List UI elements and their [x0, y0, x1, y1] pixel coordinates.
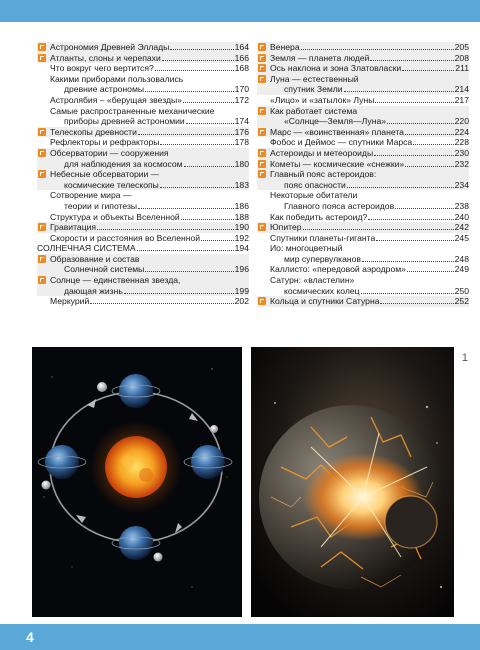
- toc-line: [270, 127, 469, 138]
- toc-line-text: Кометы — космические «снежки»: [270, 158, 405, 169]
- toc-indent: [257, 95, 270, 105]
- toc-line-text: Земля — планета людей: [270, 52, 370, 63]
- toc-entry: [257, 148, 469, 159]
- toc-line: [270, 137, 469, 148]
- toc-line: [50, 286, 249, 297]
- toc-indent: [257, 233, 270, 243]
- orange-square-icon: [257, 42, 270, 52]
- toc-line-text: Солнечной системы: [64, 264, 145, 275]
- toc-page-number: 252: [454, 296, 469, 307]
- toc-line-text: спутник Земли: [284, 84, 343, 95]
- toc-entry: [257, 233, 469, 244]
- toc-line: [50, 74, 249, 85]
- dot-leader: [186, 116, 234, 124]
- dot-leader: [376, 233, 453, 241]
- toc-indent: [37, 190, 50, 200]
- dot-leader: [413, 137, 453, 145]
- toc-line-text: Обсерватории — сооружения: [50, 147, 169, 158]
- toc-line: [270, 42, 469, 53]
- dot-leader: [162, 53, 234, 61]
- dot-leader: [375, 95, 453, 103]
- orange-square-icon: [257, 222, 270, 232]
- toc-line: [270, 63, 469, 74]
- toc-entry: [37, 169, 249, 190]
- toc-line: [50, 169, 249, 180]
- toc-entry: [257, 222, 469, 233]
- toc-page-number: 194: [234, 243, 249, 254]
- toc-line-text: Каллисто: «передовой аэродром»: [270, 264, 406, 275]
- orange-square-icon: [257, 159, 270, 169]
- toc-line-text: Астролябия – «берущая звезды»: [50, 94, 182, 105]
- toc-entry: [257, 212, 469, 223]
- toc-entry: [37, 254, 249, 275]
- toc-entry: [37, 63, 249, 74]
- toc-line: [270, 264, 469, 275]
- toc-line: [50, 148, 249, 159]
- toc-line-text: Как работает система: [270, 105, 358, 116]
- toc-page-number: 217: [454, 94, 469, 105]
- toc-line-text: Рефлекторы и рефракторы: [50, 137, 160, 148]
- toc-line-text: космические телескопы: [64, 179, 159, 190]
- toc-page-number: 248: [454, 253, 469, 264]
- orange-square-icon: [37, 254, 50, 264]
- toc-line: [50, 106, 249, 117]
- toc-entry: [257, 275, 469, 296]
- toc-line: [270, 212, 469, 223]
- orange-square-icon: [37, 169, 50, 179]
- toc-entry: [257, 74, 469, 95]
- earth-orbit-illustration: [32, 347, 242, 617]
- toc-line-text: Спутники планеты-гиганта: [270, 232, 376, 243]
- dot-leader: [362, 254, 454, 262]
- toc-line-text: Телескопы древности: [50, 126, 137, 137]
- toc-line-text: Меркурий: [50, 296, 90, 307]
- toc-line: [270, 201, 469, 212]
- top-color-band: [0, 0, 480, 22]
- dot-leader: [301, 42, 454, 50]
- toc-line: [50, 254, 249, 265]
- toc-line-text: Гравитация: [50, 222, 97, 233]
- toc-entry: [257, 42, 469, 53]
- toc-entry: [37, 127, 249, 138]
- toc-line: [270, 169, 469, 180]
- toc-page-number: 234: [454, 179, 469, 190]
- toc-line-text: для наблюдения за космосом: [64, 158, 183, 169]
- toc-entry: [257, 63, 469, 74]
- toc-page-number: 166: [234, 52, 249, 63]
- toc-line: [270, 74, 469, 85]
- toc-page-number: 224: [454, 126, 469, 137]
- dot-leader: [181, 212, 234, 220]
- toc-line: [50, 212, 249, 223]
- dot-leader: [183, 95, 234, 103]
- toc-entry: [37, 42, 249, 53]
- toc-entry: [257, 137, 469, 148]
- toc-indent: [37, 233, 50, 243]
- toc-page-number: 202: [234, 296, 249, 307]
- toc-page-number: 192: [234, 232, 249, 243]
- toc-line-text: Венера: [270, 42, 300, 52]
- toc-line-text: «Лицо» и «затылок» Луны: [270, 94, 375, 105]
- toc-line-text: Самые распространенные механические: [50, 105, 215, 116]
- toc-indent: [257, 275, 270, 285]
- toc-line: [37, 243, 249, 254]
- toc-line: [270, 180, 469, 191]
- toc-entry: [37, 296, 249, 307]
- toc-entry: [257, 190, 469, 211]
- toc-line-text: космических колец: [284, 285, 360, 296]
- orange-square-icon: [37, 148, 50, 158]
- toc-line-text: Главный пояс астероидов:: [270, 169, 377, 180]
- toc-indent: [37, 95, 50, 105]
- dot-leader: [137, 243, 234, 251]
- toc-line: [50, 222, 249, 233]
- toc-line: [50, 159, 249, 170]
- toc-entry: [37, 53, 249, 64]
- toc-line: [50, 53, 249, 64]
- toc-line: [270, 53, 469, 64]
- orange-square-icon: [257, 148, 270, 158]
- dot-leader: [160, 180, 234, 188]
- toc-entry: [257, 243, 469, 264]
- toc-entry: [257, 264, 469, 275]
- toc-indent: [257, 212, 270, 222]
- toc-line: [50, 264, 249, 275]
- toc-entry: [257, 296, 469, 307]
- dot-leader: [405, 159, 453, 167]
- toc-page-number: 242: [454, 222, 469, 233]
- toc-page-number: 183: [234, 179, 249, 190]
- orange-square-icon: [37, 42, 50, 52]
- toc-line: [50, 116, 249, 127]
- toc-line-text: Юпитер: [270, 222, 302, 233]
- toc-entry: [37, 212, 249, 223]
- orange-square-icon: [257, 63, 270, 73]
- toc-line-text: Астероиды и метеороиды: [270, 147, 374, 158]
- orange-square-icon: [37, 275, 50, 285]
- toc-page-number: 180: [234, 158, 249, 169]
- orange-square-icon: [37, 222, 50, 232]
- toc-line: [50, 137, 249, 148]
- toc-page-number: 250: [454, 285, 469, 296]
- toc-line-text: Скорости и расстояния во Вселенной: [50, 232, 201, 243]
- toc-line-text: пояс опасности: [284, 179, 346, 190]
- dot-leader: [303, 222, 454, 230]
- toc-page-number: 232: [454, 158, 469, 169]
- toc-line-text: Небесные обсерватории —: [50, 169, 160, 180]
- toc-line: [270, 222, 469, 233]
- dot-leader: [160, 137, 233, 145]
- toc-line-text: Главного пояса астероидов: [284, 200, 395, 211]
- dot-leader: [407, 264, 454, 272]
- toc-page-number: 174: [234, 116, 249, 127]
- toc-indent: [257, 243, 270, 253]
- toc-line-text: Фобос и Деймос — спутники Марса: [270, 137, 413, 148]
- toc-entry: [257, 159, 469, 170]
- dot-leader: [370, 53, 453, 61]
- toc-page-number: 238: [454, 200, 469, 211]
- toc-line: [270, 233, 469, 244]
- toc-line: [270, 116, 469, 127]
- toc-line-text: Астрономия Древней Эллады: [50, 42, 170, 52]
- orange-square-icon: [257, 127, 270, 137]
- toc-page-number: 178: [234, 137, 249, 148]
- dot-leader: [395, 201, 454, 209]
- toc-line-text: Ось наклона и зона Златовласки: [270, 63, 402, 74]
- orange-square-icon: [257, 53, 270, 63]
- toc-page-number: 190: [234, 222, 249, 233]
- corner-mark: 1: [461, 352, 468, 364]
- toc-line-text: Кольца и спутники Сатурна: [270, 296, 380, 307]
- toc-page-number: 214: [454, 84, 469, 95]
- dot-leader: [138, 127, 234, 135]
- toc-line: [270, 148, 469, 159]
- dot-leader: [155, 63, 234, 71]
- dot-leader: [90, 296, 233, 304]
- toc-indent: [37, 296, 50, 306]
- toc-indent: [257, 264, 270, 274]
- toc-line-text: Какими приборами пользовались: [50, 73, 184, 84]
- toc-line: [270, 190, 469, 201]
- toc-entry: [37, 190, 249, 211]
- toc-line: [50, 275, 249, 286]
- toc-line-text: древние астрономы: [64, 84, 145, 95]
- toc-page-number: 196: [234, 264, 249, 275]
- toc-entry: [37, 95, 249, 106]
- toc-line: [270, 275, 469, 286]
- toc-entry: [37, 74, 249, 95]
- toc-page-number: 220: [454, 116, 469, 127]
- toc-line-text: Ио: многоцветный: [270, 243, 343, 254]
- toc-indent: [257, 190, 270, 200]
- toc-page-number: 211: [455, 63, 469, 74]
- toc-line-text: Образование и состав: [50, 253, 140, 264]
- toc-entry: [37, 148, 249, 169]
- toc-line-text: Марс — «воинственная» планета: [270, 126, 404, 137]
- toc-line-text: теории и гипотезы: [64, 200, 138, 211]
- dot-leader: [145, 264, 233, 272]
- page-number: 4: [26, 629, 34, 645]
- toc-line: [50, 180, 249, 191]
- toc-line-text: Что вокруг чего вертится?: [50, 63, 154, 74]
- orange-square-icon: [257, 296, 270, 306]
- toc-line-text: Некоторые обитатели: [270, 190, 358, 201]
- toc-indent: [37, 212, 50, 222]
- toc-section-heading: [37, 243, 249, 254]
- orange-square-icon: [257, 106, 270, 116]
- toc-page-number: 186: [234, 200, 249, 211]
- toc-line-text: Структура и объекты Вселенной: [50, 211, 180, 222]
- toc-line: [270, 84, 469, 95]
- toc-page-number: 199: [234, 285, 249, 296]
- toc-entry: [257, 95, 469, 106]
- toc-page-number: 245: [454, 232, 469, 243]
- dot-leader: [347, 180, 454, 188]
- toc-right-column: [257, 42, 469, 307]
- toc-line: [270, 95, 469, 106]
- toc-page-number: 205: [454, 42, 469, 52]
- toc-line-text: Луна — естественный: [270, 73, 359, 84]
- toc-entry: [37, 222, 249, 233]
- toc-line-text: приборы древней астрономии: [64, 116, 185, 127]
- toc-indent: [37, 137, 50, 147]
- toc-page-number: 240: [454, 211, 469, 222]
- toc-line-text: Сотворение мира —: [50, 190, 132, 201]
- toc-indent: [257, 137, 270, 147]
- orange-square-icon: [37, 127, 50, 137]
- dot-leader: [344, 84, 454, 92]
- toc-page-number: 164: [234, 42, 249, 52]
- toc-line-text: СОЛНЕЧНАЯ СИСТЕМА: [37, 243, 136, 254]
- toc-line: [50, 127, 249, 138]
- dot-leader: [184, 159, 234, 167]
- dot-leader: [138, 201, 234, 209]
- toc-page-number: 172: [234, 94, 249, 105]
- toc-line: [50, 95, 249, 106]
- toc-entry: [257, 106, 469, 127]
- dot-leader: [368, 212, 453, 220]
- toc-entry: [257, 53, 469, 64]
- toc-line-text: «Солнце—Земля—Луна»: [284, 116, 387, 127]
- toc-line: [50, 190, 249, 201]
- toc-line: [270, 286, 469, 297]
- dot-leader: [97, 222, 234, 230]
- toc-page-number: 176: [234, 126, 249, 137]
- toc-line-text: дающая жизнь: [64, 285, 123, 296]
- toc-entry: [257, 169, 469, 190]
- toc-entry: [257, 127, 469, 138]
- toc-line-text: Как победить астероид?: [270, 211, 368, 222]
- toc-page-number: 208: [454, 52, 469, 63]
- toc-line: [270, 106, 469, 117]
- toc-page-number: 249: [454, 264, 469, 275]
- toc-indent: [37, 106, 50, 116]
- toc-indent: [37, 63, 50, 73]
- dot-leader: [405, 127, 454, 135]
- toc-line: [270, 296, 469, 307]
- toc-line: [50, 296, 249, 307]
- earth-orbit-image: [32, 347, 242, 617]
- toc-line: [50, 84, 249, 95]
- bottom-color-band: [0, 624, 480, 650]
- toc-line: [270, 159, 469, 170]
- toc-page-number: 168: [234, 63, 249, 74]
- dot-leader: [380, 296, 453, 304]
- orange-square-icon: [257, 169, 270, 179]
- toc-indent: [37, 74, 50, 84]
- toc-page-number: 228: [454, 137, 469, 148]
- dot-leader: [124, 286, 234, 294]
- dot-leader: [170, 42, 233, 50]
- toc-line: [50, 233, 249, 244]
- dot-leader: [387, 116, 454, 124]
- toc-page-number: 230: [454, 147, 469, 158]
- dot-leader: [145, 84, 234, 92]
- toc-line: [270, 243, 469, 254]
- toc-page-number: 188: [234, 211, 249, 222]
- toc-line: [270, 254, 469, 265]
- toc-entry: [37, 275, 249, 296]
- toc-entry: [37, 233, 249, 244]
- toc-line: [50, 42, 249, 53]
- dot-leader: [201, 233, 234, 241]
- orange-square-icon: [37, 53, 50, 63]
- planet-collision-illustration: [251, 347, 454, 617]
- toc-line: [50, 201, 249, 212]
- toc-line-text: Сатурн: «властелин»: [270, 275, 355, 286]
- planet-collision-image: [251, 347, 454, 617]
- toc-line-text: Атланты, слоны и черепахи: [50, 52, 161, 63]
- toc-page-number: 170: [234, 84, 249, 95]
- toc-entry: [37, 137, 249, 148]
- dot-leader: [402, 63, 454, 71]
- toc-line-text: Солнце — единственная звезда,: [50, 275, 181, 286]
- dot-leader: [374, 148, 454, 156]
- toc-line: [50, 63, 249, 74]
- orange-square-icon: [257, 74, 270, 84]
- toc-entry: [37, 106, 249, 127]
- dot-leader: [361, 286, 454, 294]
- toc-line-text: мир супервулканов: [284, 253, 361, 264]
- toc-left-column: [37, 42, 249, 307]
